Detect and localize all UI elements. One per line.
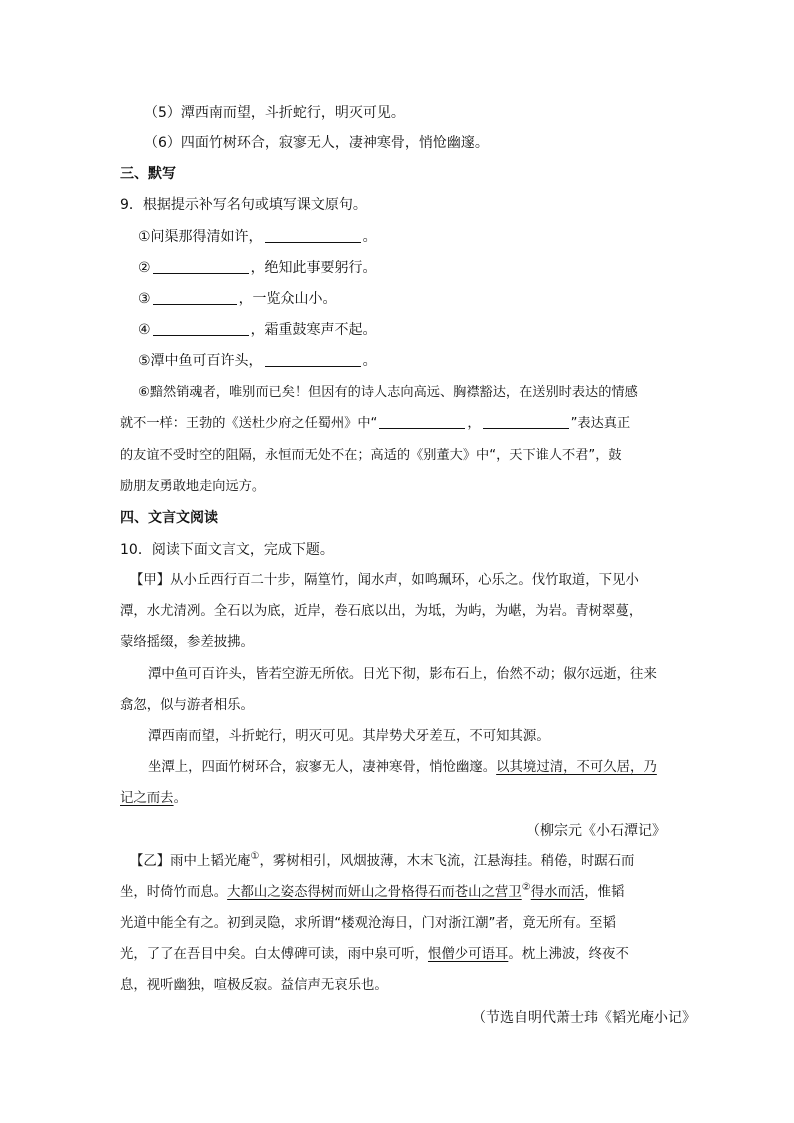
q9-item-1-end: 。: [362, 229, 377, 245]
footnote-marker: ②: [521, 882, 531, 893]
q9-item-2-num: ②: [138, 260, 151, 276]
passage-yi-text: 光，了了在吾目中矣。白太傅碑可读，雨中泉可听，: [120, 947, 428, 962]
question-9-stem: 9．根据提示补写名句或填写课文原句。: [120, 197, 367, 213]
underlined-sentence: 得水而活: [530, 885, 585, 900]
footnote-marker: ①: [250, 851, 260, 862]
passage-jia-line-6: 潭西南而望，斗折蛇行，明灭可见。其岸势犬牙差互，不可知其源。: [148, 729, 550, 744]
q9-item-6-line-2: [120, 414, 630, 434]
underlined-sentence: 记之而去: [120, 791, 174, 806]
passage-jia-line-8: [120, 789, 187, 809]
answer-blank[interactable]: [153, 321, 249, 336]
passage-yi-line-5: 息，视听幽独，喧极反寂。益信声无哀乐也。: [120, 978, 388, 993]
passage-jia-source: （柳宗元《小石潭记》: [526, 823, 666, 839]
q9-item-6-line-1: ⑥黯然销魂者，唯别而已矣！但因有的诗人志向高远、胸襟豁达，在送别时表达的情感: [138, 385, 638, 400]
passage-jia-end: 。: [173, 791, 187, 806]
q9-item-6-line-4: 励朋友勇敢地走向远方。: [120, 479, 266, 494]
section-heading-4: 四、文言文阅读: [120, 510, 218, 526]
answer-blank[interactable]: [153, 259, 249, 274]
q9-item-3-num: ③: [138, 291, 151, 307]
question-10-stem: 10．阅读下面文言文，完成下题。: [120, 542, 334, 558]
passage-yi-line-4: [120, 945, 629, 965]
q9-item-1-text: ①问渠那得清如许，: [138, 229, 263, 245]
underlined-sentence: 以其境过清，不可久居，乃: [496, 760, 657, 775]
passage-yi-text: 。枕上沸波，终夜不: [508, 947, 629, 962]
section-heading-3: 三、默写: [120, 166, 176, 182]
q9-item-1: [138, 227, 377, 247]
passage-yi-text: 坐，时倚竹而息。: [120, 885, 228, 900]
answer-blank[interactable]: [265, 352, 361, 367]
q9-item-6-line-2-end: ”表达真正: [570, 416, 631, 431]
item-6: （6）四面竹树环合，寂寥无人，凄神寒骨，悄怆幽邃。: [144, 135, 489, 151]
q9-item-3: [138, 289, 337, 309]
q9-item-5-end: 。: [362, 353, 377, 369]
answer-blank[interactable]: [265, 228, 361, 243]
passage-jia-line-4: 潭中鱼可百许头，皆若空游无所依。日光下彻，影布石上，佁然不动；俶尔远逝，往来: [148, 667, 657, 682]
answer-blank[interactable]: [483, 414, 569, 429]
passage-jia-text: 坐潭上，四面竹树环合，寂寥无人，凄神寒骨，悄怆幽邃。: [148, 760, 497, 775]
passage-yi-line-1: [130, 852, 634, 872]
q9-item-2: [138, 258, 377, 278]
q9-item-4: [138, 320, 377, 340]
underlined-sentence: 恨僧少可语耳: [427, 947, 509, 962]
passage-yi-text: ，雾树相引，风烟披薄，木末飞流，江悬海挂。稍倦，时踞石而: [259, 854, 635, 869]
passage-jia-line-5: 翕忽，似与游者相乐。: [120, 698, 254, 713]
q9-item-2-text: ，绝知此事要躬行。: [250, 260, 377, 276]
q9-item-4-text: ，霜重鼓寒声不起。: [250, 322, 377, 338]
q9-item-3-text: ，一览众山小。: [238, 291, 337, 307]
answer-blank[interactable]: [379, 414, 465, 429]
q9-item-6-comma: ，: [467, 416, 481, 431]
q9-item-6-line-3: 的友谊不受时空的阻隔，永恒而无处不在；高适的《别董大》中“，天下谁人不君”，鼓: [120, 448, 622, 463]
passage-yi-text: 【乙】雨中上韬光庵: [130, 854, 251, 869]
passage-jia-line-3: 蒙络摇缀，参差披拂。: [120, 635, 254, 650]
answer-blank[interactable]: [153, 290, 237, 305]
item-5: （5）潭西南而望，斗折蛇行，明灭可见。: [144, 105, 405, 121]
passage-jia-line-7: [148, 758, 657, 778]
q9-item-5-text: ⑤潭中鱼可百许头，: [138, 353, 263, 369]
passage-yi-text: ，惟韬: [584, 885, 625, 900]
passage-yi-source: （节选自明代萧士玮《韬光庵小记》: [472, 1010, 696, 1026]
passage-yi-line-3: 光道中能全有之。初到灵隐，求所谓“楼观沧海日，门对浙江潮”者，竟无所有。至韬: [120, 916, 616, 931]
underlined-sentence: 大都山之姿态得树而妍山之骨格得石而苍山之营卫: [227, 885, 522, 900]
passage-jia-line-1: 【甲】从小丘西行百二十步，隔篁竹，闻水声，如鸣珮环，心乐之。伐竹取道，下见小: [130, 573, 639, 588]
q9-item-6-line-2-text: 就不一样：王勃的《送杜少府之任蜀州》中“: [120, 416, 378, 431]
passage-jia-line-2: 潭，水尤清冽。全石以为底，近岸，卷石底以出，为坻，为屿，为嵁，为岩。青树翠蔓，: [120, 604, 643, 619]
q9-item-4-num: ④: [138, 322, 151, 338]
passage-yi-line-2: [120, 883, 624, 903]
q9-item-5: [138, 351, 377, 371]
